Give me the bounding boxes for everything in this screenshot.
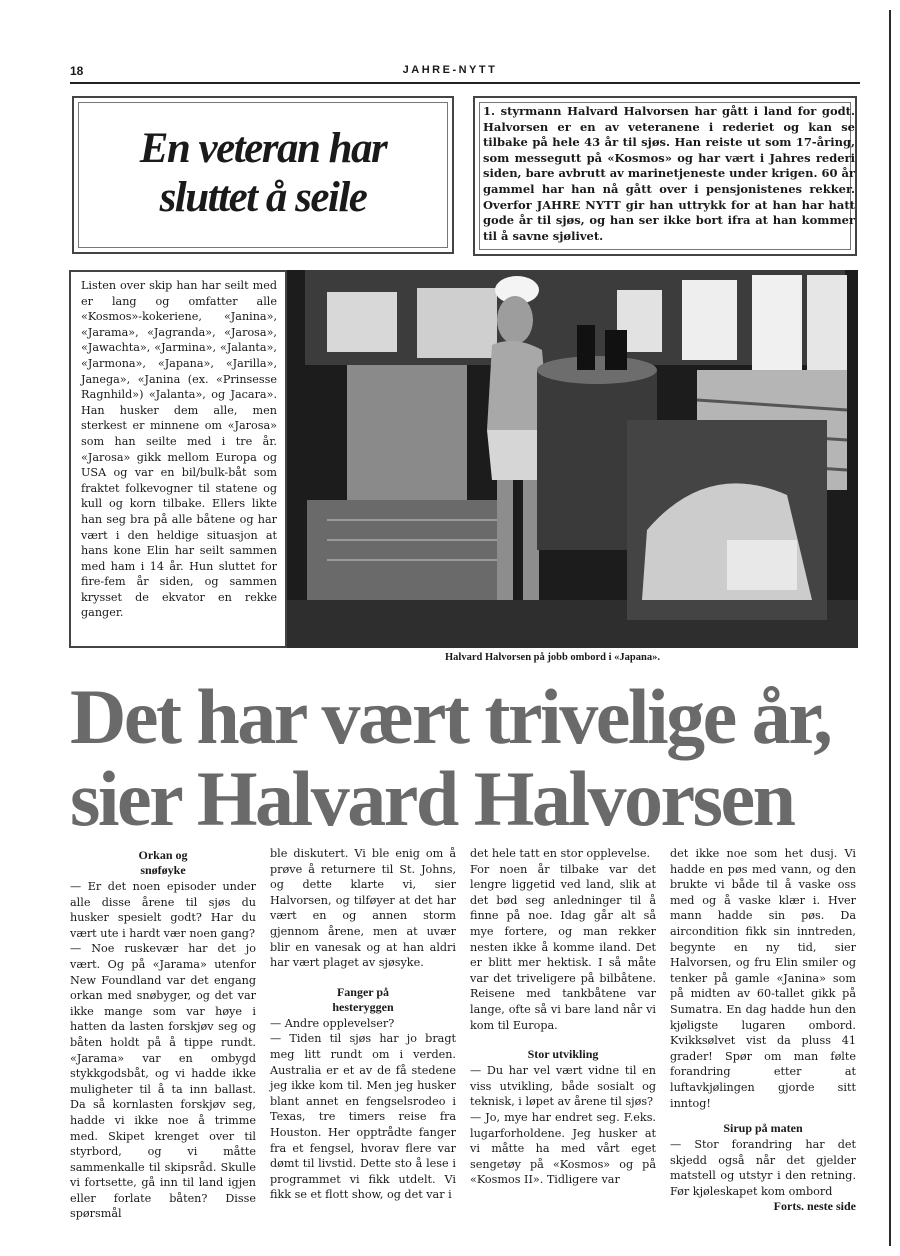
photo-caption: Halvard Halvorsen på jobb ombord i «Japana». (445, 652, 660, 663)
column-4-text-1: det ikke noe som het dusj. Vi hadde en pøs med vann, og den brukte vi både til å vaske oss med og å vaske klær i. Hver mann hadde sin pøs. Da aircondition fikk sin inntreden, begynte en ny tid, sier Halvorsen, og fru Elin smiler og tenker på gamle «Janina» som på midten av 60-tallet gikk på Sumatra. En dag hadde hun den kjøligste lugaren ombord. Kvikksølvet vist da pluss 41 grader! Spør om man følte forandring etter at luftavkjølingen gjorde sitt inntog! (670, 847, 856, 1110)
continued-next-page: Forts. neste side (773, 1199, 856, 1214)
subheading-fanger-line2: hesteryggen (332, 999, 394, 1014)
text-column-4 (670, 846, 856, 1215)
article-title-line2: sluttet å seile (159, 174, 367, 221)
main-headline-line1: Det har vært trivelige år, (70, 673, 831, 760)
main-headline (70, 673, 870, 842)
sidebar-box (69, 270, 287, 648)
column-4-text-2: — Stor forandring har det skjedd også når det gjelder matstell og utstyr i den retning. Før kjøleskapet kom ombord (670, 1138, 856, 1198)
column-3-text-2: — Du har vel vært vidne til en viss utvikling, både sosialt og teknisk, i løpet av årene til sjøs? — Jo, mye har endret seg. F.eks. lugarforholdene. Jeg husker at vi måtte ha med vårt eget sengetøy på «Kosmos» og på «Kosmos II». Tidligere var (470, 1064, 656, 1187)
article-title (74, 124, 452, 222)
article-title-line1: En veteran har (139, 125, 387, 172)
column-2-text-2: — Andre opplevelser? — Tiden til sjøs har jo bragt meg litt rundt om i verden. Australia er et av de få stedene jeg ikke kom til. Men jeg husker blant annet en fengselsrodeo i Texas, tre timers reise fra Houston. Her opptrådte fanger fra et fengsel, hvorav flere var dømt til livstid. Dette sto å lese i programmet vi fikk utdelt. Vi fikk se et flott show, og det var i (270, 1016, 456, 1202)
photo-halvorsen-bridge (287, 270, 858, 648)
header-rule (70, 82, 860, 84)
running-header: JAHRE-NYTT (402, 64, 498, 76)
column-2-text-1: ble diskutert. Vi ble enig om å prøve å returnere til St. Johns, og dette klarte vi, sier Halvorsen, og tilføyer at det har vært en og annen storm gjennom årene, men at uvær blir en vanesak og at han aldri har vært plaget av sjøsyke. (270, 847, 456, 970)
column-1-text: — Er det noen episoder under alle disse årene til sjøs du husker spesielt godt? Har du vært ute i hardt vær noen gang? — Noe ruskevær har det jo vært. Og på «Jarama» utenfor New Foundland var det engang orkan med snøbyger, og det var ikke mange som var høye i hatten da lasten forskjøv seg og båten holdt på å tippe rundt. «Jarama» var en ombygd stykkgodsbåt, og vi hadde ikke muligheter til å ta inn ballast. Da så kornlasten forskjøv seg, hadde vi ikke noe å trimme med. Skipet krenget over til styrbord, og vi måtte sammenkalle til skipsråd. Skulle vi fortsette, gå inn til land igjen eller forlate båten? Disse spørsmål (70, 880, 256, 1221)
main-headline-line2: sier Halvard Halvorsen (70, 755, 794, 842)
photo-illustration (287, 270, 858, 648)
sidebar-text: Listen over skip han har seilt med er lang og omfatter alle «Kosmos»-kokeriene, «Janina», «Jarama», «Jagranda», «Jarosa», «Jawachta», «Jarmina», «Jalanta», «Jarmona», «Japana», «Jarilla», Janega», «Janina (ex. «Prinsesse Ragnhild») «Jalanta», og Jacara». Han husker dem alle, men sterkest er minnene om «Jarosa» som han seilte med i tre år. «Jarosa» gikk mellom Europa og USA og var en bil/bulk-båt som fraktet folkevogner til statene og kull og korn tilbake. Ellers likte han seg bra på alle båtene og har vært i den heldige situasjon at hans kone Elin har seilt sammen med ham i 14 år. Hun sluttet for fire-fem år siden, og sammen krysset de ekvator en rekke ganger. (81, 279, 277, 620)
subheading-orkan-line1: Orkan og (138, 848, 188, 862)
subheading-stor-utvikling: Stor utvikling (527, 1047, 599, 1062)
text-column-2 (270, 846, 456, 1203)
page-edge-line (889, 10, 891, 1246)
subheading-orkan (70, 848, 256, 878)
subheading-fanger-line1: Fanger på (336, 984, 390, 999)
intro-box (473, 96, 857, 256)
title-box (72, 96, 454, 254)
subheading-sirup: Sirup på maten (723, 1121, 803, 1136)
text-column-3 (470, 846, 656, 1188)
subheading-fanger (270, 985, 456, 1015)
text-column-1 (70, 846, 256, 1222)
page-number: 18 (70, 64, 84, 78)
column-3-text-1: det hele tatt en stor opplevelse. For noen år tilbake var det lengre liggetid ved land, slik at det bød seg anledninger til å finne på noe. Idag går alt så mye fortere, og man rekker nesten ikke å komme iland. Det er blitt mer hektisk. I så måte var det triveligere på bilbåtene. Reisene med tankbåtene var lange, ofte så vi bare land når vi kom til Europa. (470, 847, 656, 1032)
intro-text: 1. styrmann Halvard Halvorsen har gått i land for godt. Halvorsen er en av veteranene i rederiet og kan se tilbake på hele 43 år til sjøs. Han reiste ut som 17-åring, som messegutt på «Kosmos» og har vært i Jahres rederi siden, bare avbrutt av marinetjeneste under krigen. 60 år gammel har han nå gått over i pensjonistenes rekker. Overfor JAHRE NYTT gir han uttrykk for at han har hatt gode år til sjøs, og han ser ikke bort ifra at han kommer til å savne sjølivet. (483, 104, 855, 243)
subheading-orkan-line2: snøføyke (140, 863, 186, 877)
